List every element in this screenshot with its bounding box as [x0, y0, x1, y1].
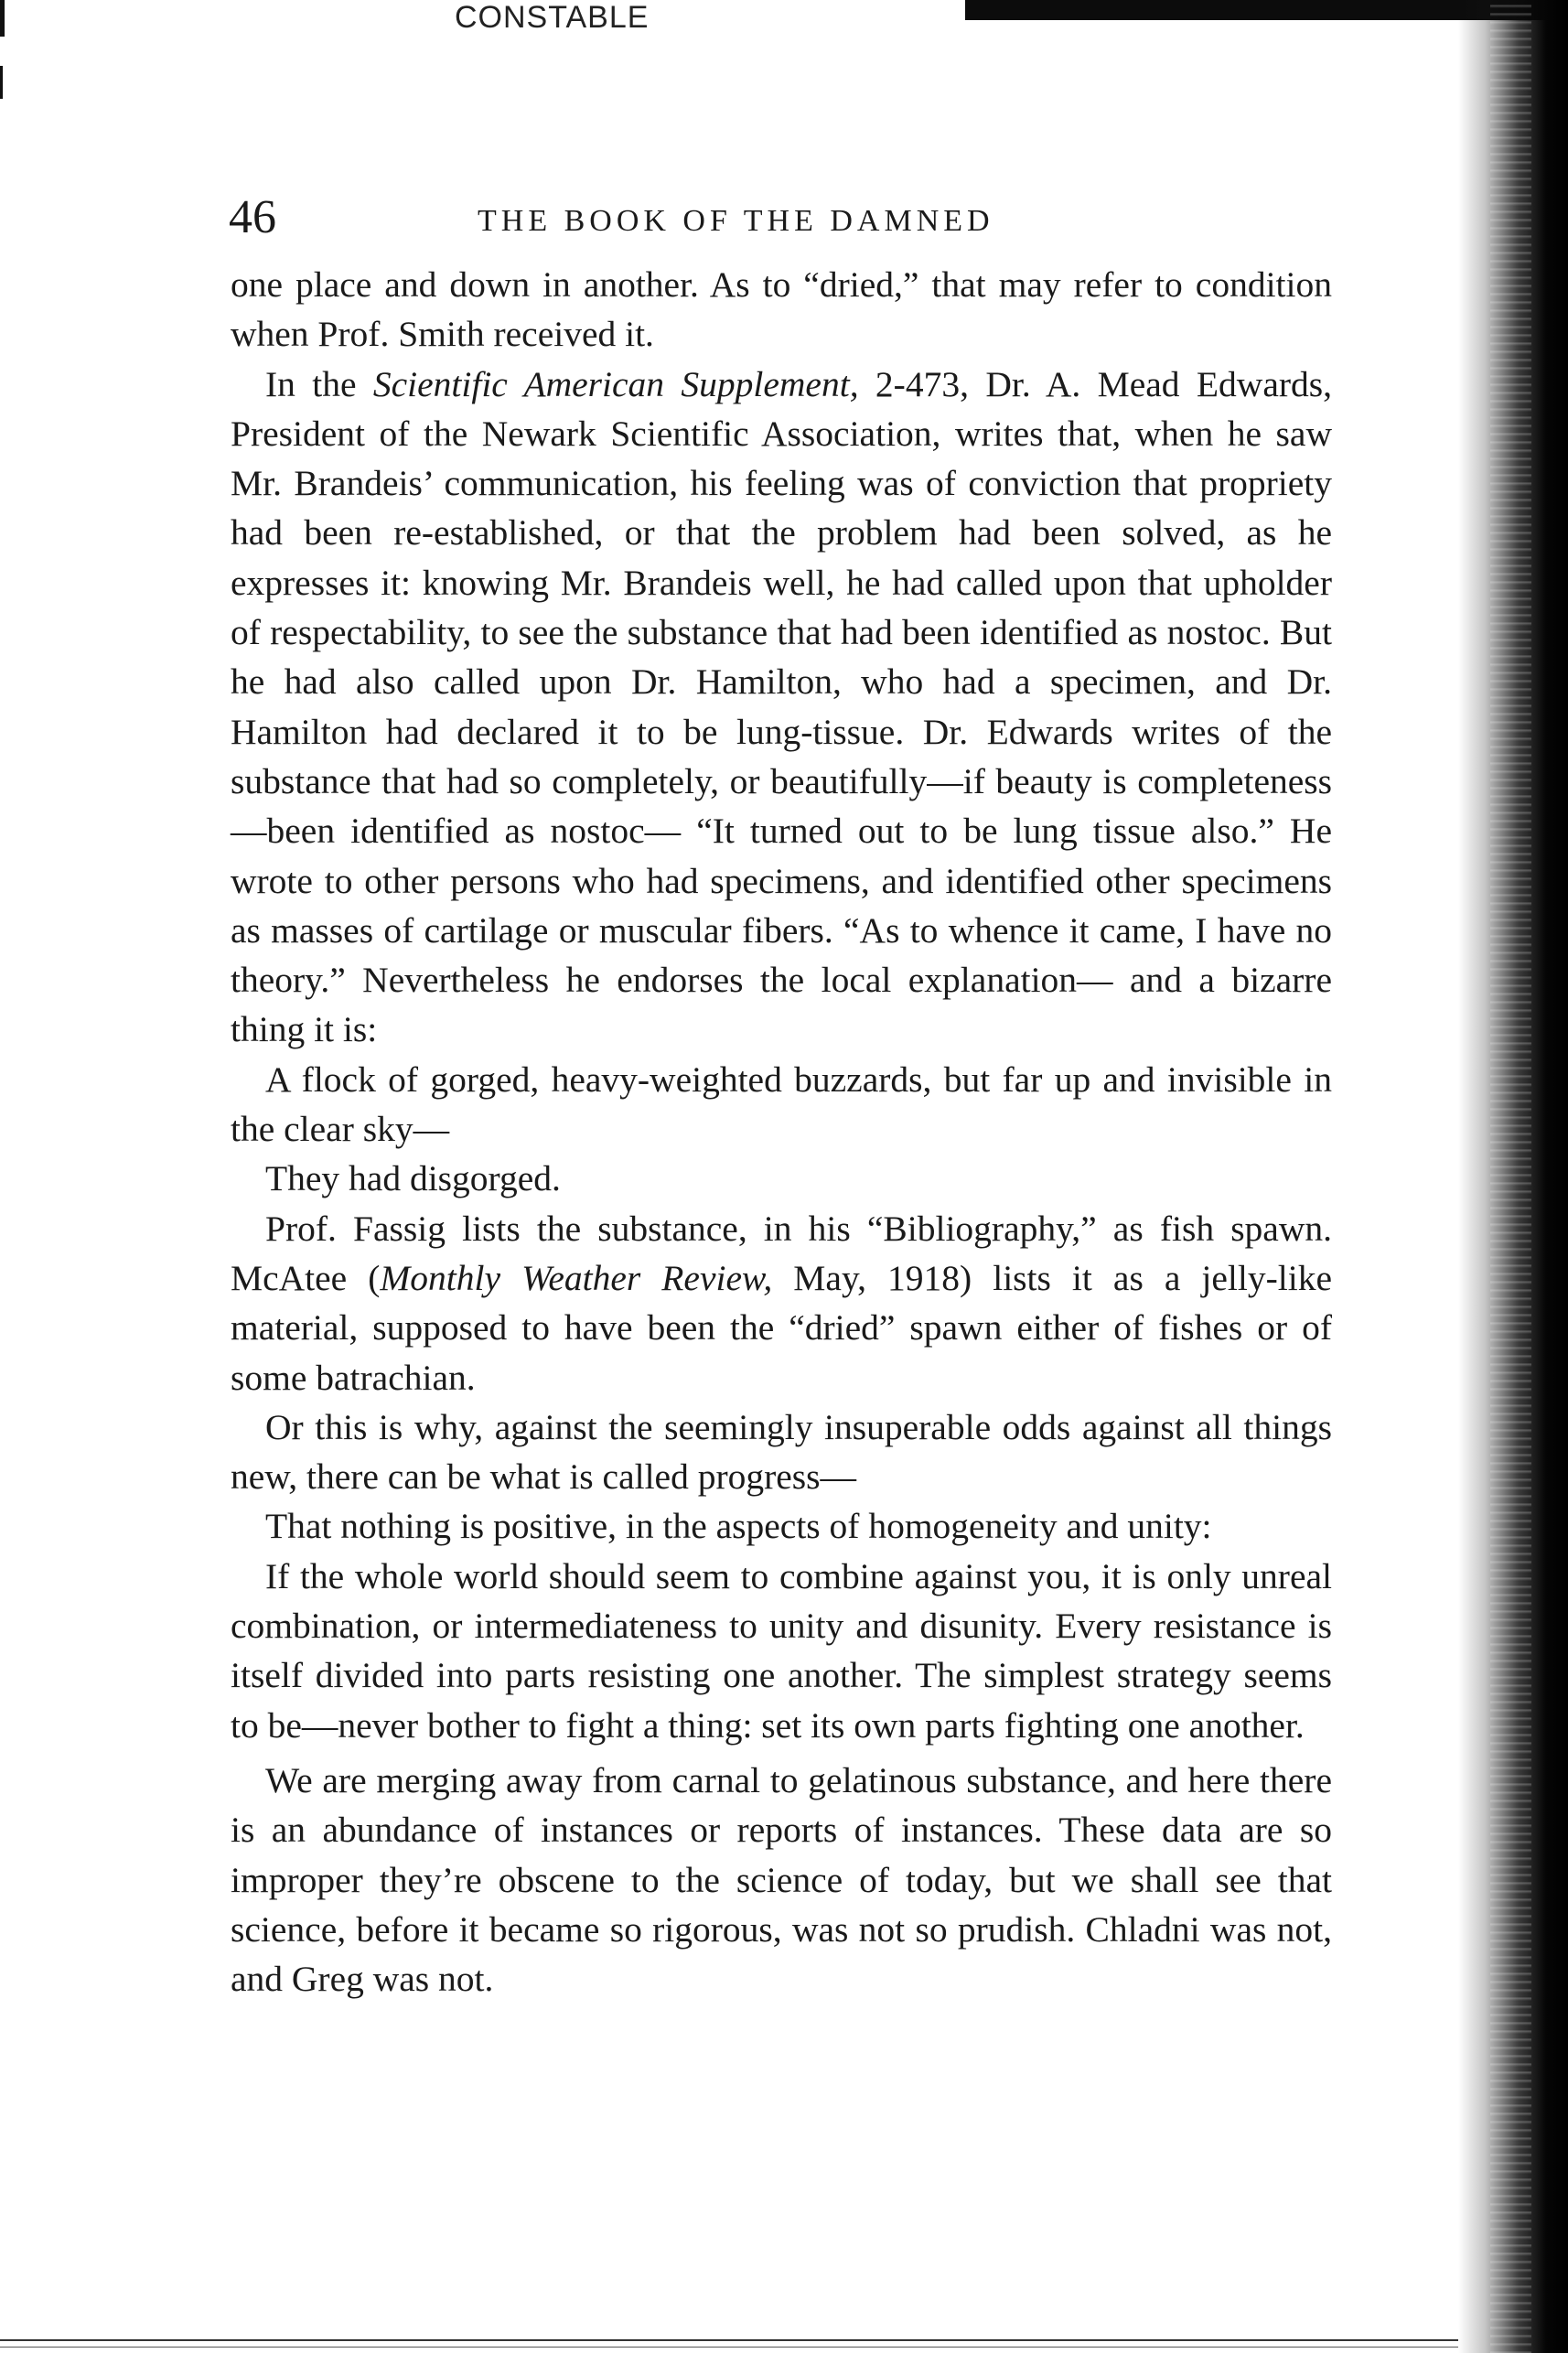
paragraph: Or this is why, against the seemingly insuperable odds against all things new, there can be what is called progress—	[231, 1406, 1332, 1498]
paragraph: one place and down in another. As to “dried,” that may refer to condition when Prof. Smith received it.	[231, 264, 1332, 355]
running-title: THE BOOK OF THE DAMNED	[478, 204, 994, 238]
running-head	[0, 190, 1568, 245]
paragraph: A flock of gorged, heavy-weighted buzzards, but far up and invisible in the clear sky—	[231, 1058, 1332, 1150]
paragraph: That nothing is positive, in the aspects of homogeneity and unity:	[265, 1506, 1212, 1547]
scan-stamp: CONSTABLE	[455, 0, 650, 35]
scan-bottom-lines	[0, 2339, 1458, 2348]
paragraph	[231, 1204, 1332, 1402]
paragraph-text: May, 1918) lists it as a jelly-like material, supposed to have been the “dried” spawn either of fishes or of some batrachian.	[231, 1257, 1332, 1398]
scan-left-mark	[0, 0, 5, 37]
paragraph-text: 2-473, Dr. A. Mead Edwards, President of the Newark Scientific Association, writes that, when he saw Mr. Brandeis’ communication, his feeling was of conviction that propriety had been re-established, or that the problem had been solved, as he expresses it: knowing Mr. Brandeis well, he had called upon that upholder of respectability, to see the substance that had been identified as nostoc. But he had also called upon Dr. Hamilton, who had a specimen, and Dr. Hamilton had declared it to be lung-tissue. Dr. Edwards writes of the substance that had so completely, or beautifully—if beauty is completeness—been identified as nostoc— “It turned out to be lung tissue also.” He wrote to other persons who had specimens, and identified other specimens as masses of cartilage or muscular fibers. “As to whence it came, I have no theory.” Nevertheless he endorses the local explanation— and a bizarre thing it is:	[231, 363, 1332, 1050]
paragraph	[231, 360, 1332, 1055]
citation-italic: Scientific American Supplement,	[372, 363, 859, 404]
paragraph-text: In the	[265, 363, 373, 404]
paragraph: They had disgorged.	[265, 1158, 561, 1199]
citation-italic: Monthly Weather Review,	[380, 1257, 773, 1298]
paragraph: If the whole world should seem to combine against you, it is only unreal combination, or intermediateness to unity and disunity. Every resistance is itself divided into parts resisting one another. The simplest strategy seems to be—never bother to fight a thing: set its own parts fighting one another.	[231, 1555, 1332, 1746]
page-number: 46	[229, 191, 276, 243]
body-text	[231, 260, 1332, 2004]
paragraph: We are merging away from carnal to gelatinous substance, and here there is an abundance of instances or reports of instances. These data are so improper they’re obscene to the science of today, but we shall see that science, before it became so rigorous, was not so prudish. Chladni was not, and Greg was not.	[231, 1759, 1332, 2000]
scan-right-edge-texture	[1490, 0, 1531, 2353]
scan-left-mark	[0, 66, 3, 99]
paragraph-text: Prof. Fassig lists the substance, in his “Bibliography,” as fish spawn. McAtee (	[231, 1208, 1332, 1298]
